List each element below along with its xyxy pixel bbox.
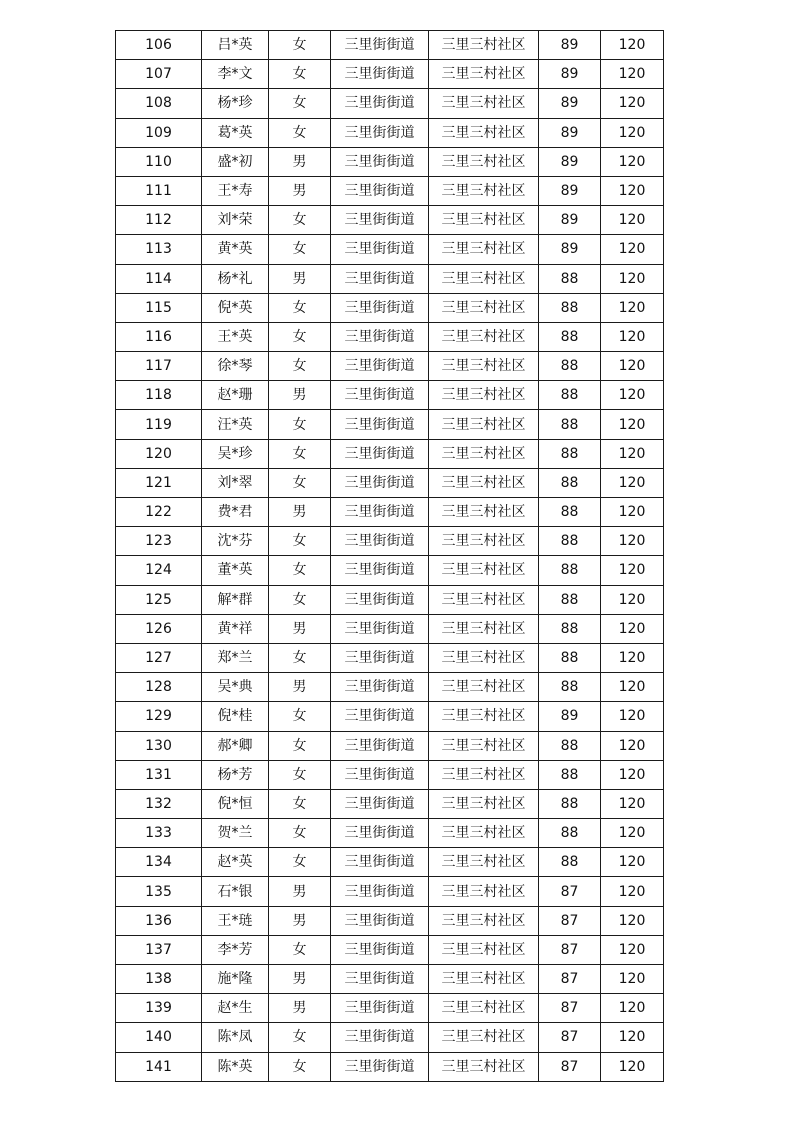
table-row <box>116 439 664 468</box>
cell-age: 87 <box>539 1023 601 1052</box>
cell-street: 三里街街道 <box>331 585 429 614</box>
cell-amount: 120 <box>601 206 664 235</box>
cell-age: 88 <box>539 527 601 556</box>
cell-name: 王*寿 <box>202 176 269 205</box>
cell-gender: 女 <box>269 322 331 351</box>
table-row <box>116 1052 664 1081</box>
cell-age: 88 <box>539 498 601 527</box>
cell-community: 三里三村社区 <box>429 352 539 381</box>
table-row <box>116 31 664 60</box>
cell-amount: 120 <box>601 235 664 264</box>
table-row <box>116 235 664 264</box>
cell-amount: 120 <box>601 848 664 877</box>
table-row <box>116 906 664 935</box>
cell-amount: 120 <box>601 556 664 585</box>
cell-age: 88 <box>539 643 601 672</box>
cell-number: 128 <box>116 673 202 702</box>
cell-community: 三里三村社区 <box>429 702 539 731</box>
cell-number: 107 <box>116 60 202 89</box>
cell-amount: 120 <box>601 410 664 439</box>
cell-name: 董*英 <box>202 556 269 585</box>
cell-community: 三里三村社区 <box>429 643 539 672</box>
cell-amount: 120 <box>601 468 664 497</box>
cell-name: 李*文 <box>202 60 269 89</box>
cell-age: 88 <box>539 731 601 760</box>
cell-community: 三里三村社区 <box>429 118 539 147</box>
cell-gender: 女 <box>269 848 331 877</box>
cell-street: 三里街街道 <box>331 235 429 264</box>
cell-street: 三里街街道 <box>331 906 429 935</box>
cell-age: 89 <box>539 176 601 205</box>
cell-age: 88 <box>539 789 601 818</box>
cell-number: 106 <box>116 31 202 60</box>
cell-street: 三里街街道 <box>331 702 429 731</box>
cell-street: 三里街街道 <box>331 89 429 118</box>
cell-gender: 女 <box>269 439 331 468</box>
cell-street: 三里街街道 <box>331 118 429 147</box>
cell-street: 三里街街道 <box>331 147 429 176</box>
cell-gender: 女 <box>269 235 331 264</box>
cell-name: 倪*桂 <box>202 702 269 731</box>
cell-age: 88 <box>539 819 601 848</box>
cell-name: 陈*英 <box>202 1052 269 1081</box>
cell-street: 三里街街道 <box>331 877 429 906</box>
cell-name: 黄*祥 <box>202 614 269 643</box>
cell-gender: 女 <box>269 410 331 439</box>
cell-age: 87 <box>539 994 601 1023</box>
cell-street: 三里街街道 <box>331 31 429 60</box>
cell-gender: 女 <box>269 556 331 585</box>
cell-number: 116 <box>116 322 202 351</box>
cell-street: 三里街街道 <box>331 322 429 351</box>
cell-gender: 女 <box>269 643 331 672</box>
cell-gender: 女 <box>269 60 331 89</box>
recipient-table <box>115 30 664 1082</box>
cell-gender: 男 <box>269 994 331 1023</box>
cell-community: 三里三村社区 <box>429 1023 539 1052</box>
cell-amount: 120 <box>601 31 664 60</box>
cell-name: 吴*典 <box>202 673 269 702</box>
cell-community: 三里三村社区 <box>429 935 539 964</box>
cell-number: 135 <box>116 877 202 906</box>
cell-street: 三里街街道 <box>331 819 429 848</box>
table-row <box>116 760 664 789</box>
cell-gender: 女 <box>269 585 331 614</box>
cell-gender: 女 <box>269 1023 331 1052</box>
cell-name: 刘*翠 <box>202 468 269 497</box>
cell-number: 131 <box>116 760 202 789</box>
cell-name: 黄*英 <box>202 235 269 264</box>
cell-number: 137 <box>116 935 202 964</box>
table-row <box>116 322 664 351</box>
cell-name: 王*琏 <box>202 906 269 935</box>
table-row <box>116 614 664 643</box>
cell-community: 三里三村社区 <box>429 31 539 60</box>
cell-number: 115 <box>116 293 202 322</box>
cell-community: 三里三村社区 <box>429 498 539 527</box>
cell-community: 三里三村社区 <box>429 906 539 935</box>
cell-community: 三里三村社区 <box>429 468 539 497</box>
cell-gender: 女 <box>269 935 331 964</box>
cell-age: 87 <box>539 965 601 994</box>
cell-community: 三里三村社区 <box>429 322 539 351</box>
cell-age: 87 <box>539 1052 601 1081</box>
cell-amount: 120 <box>601 498 664 527</box>
cell-gender: 女 <box>269 89 331 118</box>
cell-amount: 120 <box>601 1052 664 1081</box>
cell-number: 136 <box>116 906 202 935</box>
table-row <box>116 410 664 439</box>
table-row <box>116 89 664 118</box>
cell-street: 三里街街道 <box>331 410 429 439</box>
cell-community: 三里三村社区 <box>429 731 539 760</box>
cell-community: 三里三村社区 <box>429 381 539 410</box>
cell-street: 三里街街道 <box>331 994 429 1023</box>
cell-amount: 120 <box>601 1023 664 1052</box>
cell-age: 88 <box>539 468 601 497</box>
cell-name: 杨*礼 <box>202 264 269 293</box>
cell-gender: 男 <box>269 614 331 643</box>
cell-amount: 120 <box>601 60 664 89</box>
cell-name: 赵*珊 <box>202 381 269 410</box>
cell-street: 三里街街道 <box>331 468 429 497</box>
cell-amount: 120 <box>601 322 664 351</box>
cell-number: 114 <box>116 264 202 293</box>
cell-age: 87 <box>539 877 601 906</box>
cell-amount: 120 <box>601 118 664 147</box>
table-row <box>116 147 664 176</box>
cell-name: 葛*英 <box>202 118 269 147</box>
cell-age: 88 <box>539 410 601 439</box>
cell-number: 110 <box>116 147 202 176</box>
cell-street: 三里街街道 <box>331 176 429 205</box>
cell-amount: 120 <box>601 731 664 760</box>
cell-age: 89 <box>539 206 601 235</box>
cell-name: 沈*芬 <box>202 527 269 556</box>
cell-age: 89 <box>539 235 601 264</box>
cell-number: 121 <box>116 468 202 497</box>
table-row <box>116 556 664 585</box>
cell-number: 139 <box>116 994 202 1023</box>
cell-amount: 120 <box>601 439 664 468</box>
cell-amount: 120 <box>601 381 664 410</box>
cell-amount: 120 <box>601 585 664 614</box>
table-row <box>116 206 664 235</box>
cell-name: 吕*英 <box>202 31 269 60</box>
cell-age: 88 <box>539 760 601 789</box>
cell-name: 徐*琴 <box>202 352 269 381</box>
cell-gender: 女 <box>269 1052 331 1081</box>
cell-community: 三里三村社区 <box>429 556 539 585</box>
cell-name: 郝*卿 <box>202 731 269 760</box>
cell-street: 三里街街道 <box>331 731 429 760</box>
cell-number: 120 <box>116 439 202 468</box>
cell-gender: 男 <box>269 498 331 527</box>
cell-age: 88 <box>539 673 601 702</box>
cell-name: 倪*恒 <box>202 789 269 818</box>
cell-name: 李*芳 <box>202 935 269 964</box>
cell-street: 三里街街道 <box>331 965 429 994</box>
cell-community: 三里三村社区 <box>429 206 539 235</box>
cell-number: 124 <box>116 556 202 585</box>
cell-age: 88 <box>539 614 601 643</box>
cell-age: 89 <box>539 118 601 147</box>
cell-street: 三里街街道 <box>331 60 429 89</box>
table-row <box>116 848 664 877</box>
cell-amount: 120 <box>601 643 664 672</box>
cell-street: 三里街街道 <box>331 352 429 381</box>
cell-gender: 女 <box>269 293 331 322</box>
cell-community: 三里三村社区 <box>429 1052 539 1081</box>
cell-community: 三里三村社区 <box>429 60 539 89</box>
cell-community: 三里三村社区 <box>429 994 539 1023</box>
cell-street: 三里街街道 <box>331 935 429 964</box>
cell-community: 三里三村社区 <box>429 410 539 439</box>
cell-gender: 女 <box>269 118 331 147</box>
cell-amount: 120 <box>601 673 664 702</box>
cell-gender: 女 <box>269 527 331 556</box>
table-row <box>116 498 664 527</box>
table-row <box>116 585 664 614</box>
cell-community: 三里三村社区 <box>429 877 539 906</box>
cell-age: 88 <box>539 585 601 614</box>
cell-community: 三里三村社区 <box>429 176 539 205</box>
cell-street: 三里街街道 <box>331 439 429 468</box>
cell-name: 石*银 <box>202 877 269 906</box>
cell-street: 三里街街道 <box>331 673 429 702</box>
cell-amount: 120 <box>601 906 664 935</box>
cell-gender: 男 <box>269 965 331 994</box>
cell-number: 111 <box>116 176 202 205</box>
cell-age: 88 <box>539 848 601 877</box>
cell-gender: 男 <box>269 381 331 410</box>
cell-age: 88 <box>539 381 601 410</box>
table-row <box>116 352 664 381</box>
cell-age: 88 <box>539 293 601 322</box>
cell-number: 118 <box>116 381 202 410</box>
cell-name: 贺*兰 <box>202 819 269 848</box>
cell-street: 三里街街道 <box>331 498 429 527</box>
cell-amount: 120 <box>601 819 664 848</box>
cell-gender: 女 <box>269 702 331 731</box>
cell-street: 三里街街道 <box>331 264 429 293</box>
cell-community: 三里三村社区 <box>429 439 539 468</box>
cell-community: 三里三村社区 <box>429 673 539 702</box>
cell-age: 87 <box>539 906 601 935</box>
cell-number: 133 <box>116 819 202 848</box>
cell-gender: 女 <box>269 789 331 818</box>
cell-number: 122 <box>116 498 202 527</box>
cell-age: 88 <box>539 556 601 585</box>
cell-street: 三里街街道 <box>331 293 429 322</box>
cell-gender: 男 <box>269 264 331 293</box>
cell-number: 129 <box>116 702 202 731</box>
cell-street: 三里街街道 <box>331 643 429 672</box>
cell-community: 三里三村社区 <box>429 527 539 556</box>
cell-number: 130 <box>116 731 202 760</box>
cell-number: 117 <box>116 352 202 381</box>
cell-street: 三里街街道 <box>331 1023 429 1052</box>
cell-gender: 女 <box>269 468 331 497</box>
cell-name: 盛*初 <box>202 147 269 176</box>
cell-age: 87 <box>539 935 601 964</box>
cell-name: 汪*英 <box>202 410 269 439</box>
cell-street: 三里街街道 <box>331 206 429 235</box>
cell-name: 杨*珍 <box>202 89 269 118</box>
table-row <box>116 789 664 818</box>
cell-community: 三里三村社区 <box>429 147 539 176</box>
cell-gender: 女 <box>269 206 331 235</box>
table-row <box>116 176 664 205</box>
cell-street: 三里街街道 <box>331 760 429 789</box>
cell-street: 三里街街道 <box>331 527 429 556</box>
table-row <box>116 877 664 906</box>
cell-number: 108 <box>116 89 202 118</box>
table-row <box>116 527 664 556</box>
table-row <box>116 702 664 731</box>
cell-gender: 男 <box>269 877 331 906</box>
cell-street: 三里街街道 <box>331 556 429 585</box>
cell-amount: 120 <box>601 614 664 643</box>
table-row <box>116 673 664 702</box>
cell-gender: 女 <box>269 819 331 848</box>
cell-amount: 120 <box>601 264 664 293</box>
cell-age: 88 <box>539 352 601 381</box>
cell-name: 刘*荣 <box>202 206 269 235</box>
cell-age: 89 <box>539 60 601 89</box>
cell-number: 132 <box>116 789 202 818</box>
cell-community: 三里三村社区 <box>429 293 539 322</box>
cell-amount: 120 <box>601 877 664 906</box>
cell-community: 三里三村社区 <box>429 819 539 848</box>
cell-number: 138 <box>116 965 202 994</box>
cell-amount: 120 <box>601 293 664 322</box>
table-body <box>116 31 664 1082</box>
cell-community: 三里三村社区 <box>429 760 539 789</box>
cell-street: 三里街街道 <box>331 381 429 410</box>
cell-street: 三里街街道 <box>331 1052 429 1081</box>
cell-street: 三里街街道 <box>331 789 429 818</box>
cell-name: 吴*珍 <box>202 439 269 468</box>
cell-gender: 男 <box>269 147 331 176</box>
cell-age: 89 <box>539 147 601 176</box>
table-row <box>116 731 664 760</box>
cell-name: 陈*凤 <box>202 1023 269 1052</box>
cell-gender: 女 <box>269 731 331 760</box>
cell-amount: 120 <box>601 147 664 176</box>
cell-gender: 女 <box>269 760 331 789</box>
table-row <box>116 819 664 848</box>
table-row <box>116 994 664 1023</box>
cell-community: 三里三村社区 <box>429 585 539 614</box>
cell-amount: 120 <box>601 965 664 994</box>
cell-amount: 120 <box>601 702 664 731</box>
cell-age: 89 <box>539 31 601 60</box>
cell-age: 88 <box>539 439 601 468</box>
table-row <box>116 118 664 147</box>
cell-community: 三里三村社区 <box>429 965 539 994</box>
cell-amount: 120 <box>601 789 664 818</box>
cell-number: 112 <box>116 206 202 235</box>
cell-number: 113 <box>116 235 202 264</box>
cell-gender: 男 <box>269 673 331 702</box>
table-row <box>116 60 664 89</box>
table-row <box>116 468 664 497</box>
cell-amount: 120 <box>601 352 664 381</box>
cell-amount: 120 <box>601 994 664 1023</box>
cell-number: 141 <box>116 1052 202 1081</box>
table-row <box>116 293 664 322</box>
cell-community: 三里三村社区 <box>429 789 539 818</box>
cell-name: 费*君 <box>202 498 269 527</box>
cell-gender: 男 <box>269 906 331 935</box>
table-row <box>116 965 664 994</box>
cell-age: 89 <box>539 702 601 731</box>
table-row <box>116 1023 664 1052</box>
cell-name: 倪*英 <box>202 293 269 322</box>
table-row <box>116 935 664 964</box>
cell-number: 140 <box>116 1023 202 1052</box>
cell-community: 三里三村社区 <box>429 848 539 877</box>
cell-number: 125 <box>116 585 202 614</box>
cell-number: 123 <box>116 527 202 556</box>
cell-name: 杨*芳 <box>202 760 269 789</box>
table-row <box>116 643 664 672</box>
cell-name: 赵*生 <box>202 994 269 1023</box>
cell-name: 施*隆 <box>202 965 269 994</box>
cell-age: 88 <box>539 322 601 351</box>
cell-number: 126 <box>116 614 202 643</box>
cell-gender: 女 <box>269 31 331 60</box>
cell-amount: 120 <box>601 527 664 556</box>
cell-community: 三里三村社区 <box>429 264 539 293</box>
table-row <box>116 381 664 410</box>
cell-name: 赵*英 <box>202 848 269 877</box>
cell-number: 134 <box>116 848 202 877</box>
cell-street: 三里街街道 <box>331 614 429 643</box>
cell-name: 郑*兰 <box>202 643 269 672</box>
cell-community: 三里三村社区 <box>429 614 539 643</box>
cell-number: 119 <box>116 410 202 439</box>
cell-number: 109 <box>116 118 202 147</box>
cell-age: 89 <box>539 89 601 118</box>
cell-age: 88 <box>539 264 601 293</box>
cell-community: 三里三村社区 <box>429 89 539 118</box>
cell-name: 解*群 <box>202 585 269 614</box>
cell-name: 王*英 <box>202 322 269 351</box>
cell-street: 三里街街道 <box>331 848 429 877</box>
cell-amount: 120 <box>601 89 664 118</box>
cell-gender: 男 <box>269 176 331 205</box>
cell-number: 127 <box>116 643 202 672</box>
cell-amount: 120 <box>601 176 664 205</box>
table-row <box>116 264 664 293</box>
cell-amount: 120 <box>601 760 664 789</box>
cell-gender: 女 <box>269 352 331 381</box>
document-page <box>115 30 664 1082</box>
cell-community: 三里三村社区 <box>429 235 539 264</box>
cell-amount: 120 <box>601 935 664 964</box>
